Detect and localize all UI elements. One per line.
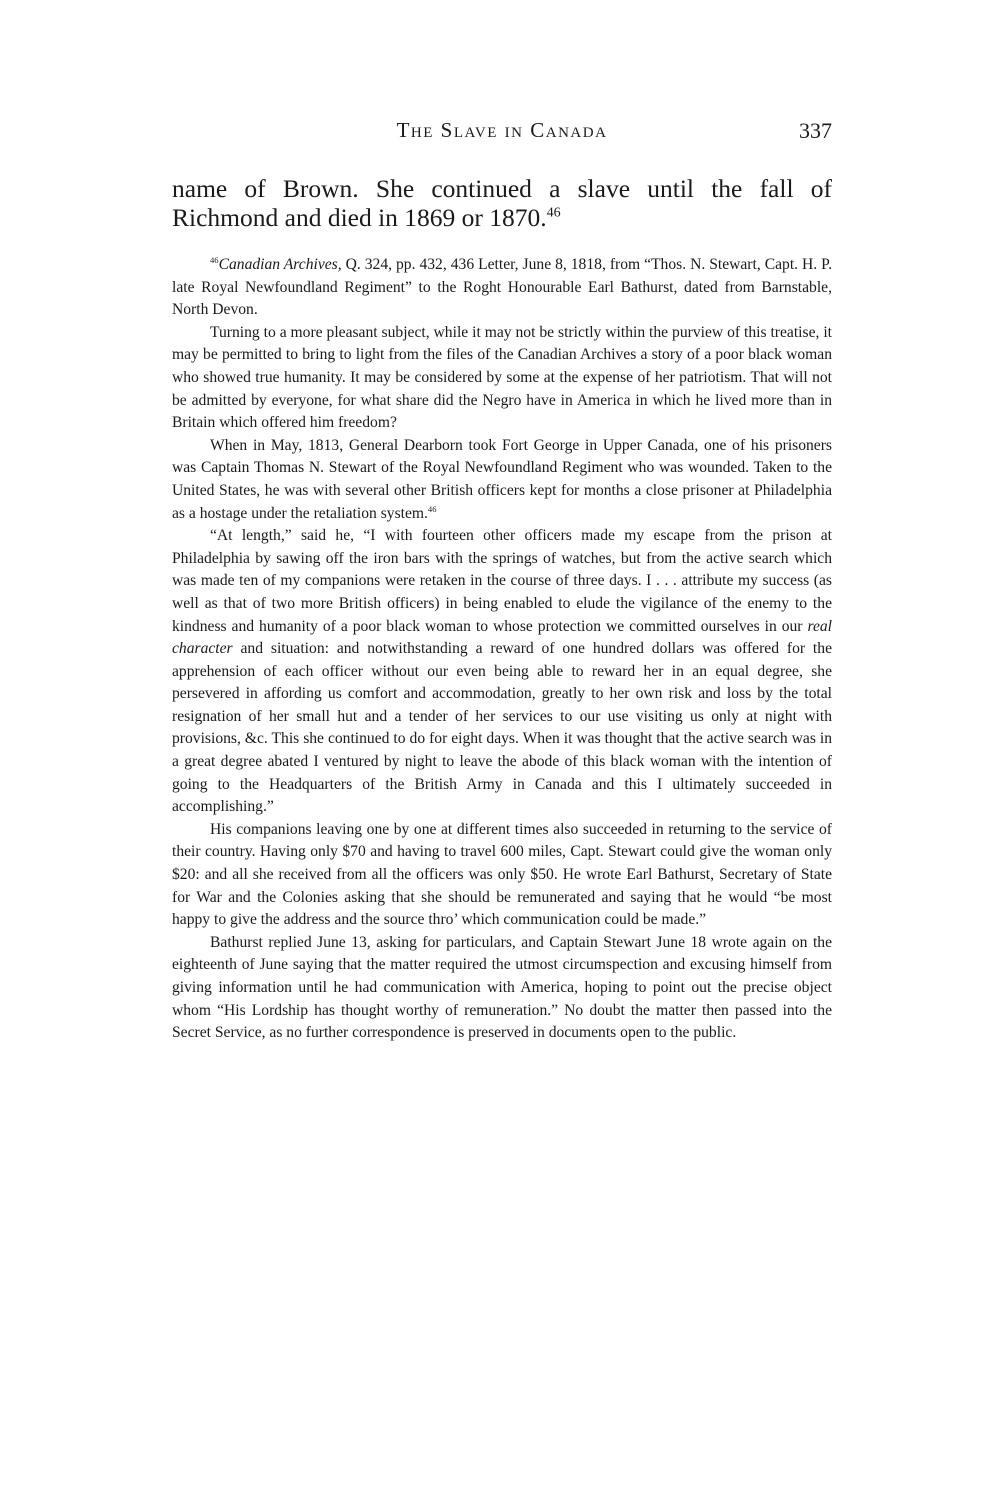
paragraph-1: Turning to a more pleasant subject, while it may not be strictly within the purview of this treatise, it may be permitted to bring to light from the files of the Canadian Archives a story of a poor black woman who showed true humanity. It may be considered by some at the expense of her patriotism. That will not be admitted by everyone, for what share did the Negro have in America in which he lived more than in Britain which offered him freedom?: [172, 323, 832, 432]
page-number: 337: [799, 118, 832, 143]
footnote-text: Q. 324, pp. 432, 436 Letter, June 8, 1818, from “Thos. N. Stewart, Capt. H. P. late Royal Newfoundland Regiment” to the Roght Honourable Earl Bathurst, dated from Barnstable, North Devon.: [172, 256, 832, 319]
footnote-source: Canadian Archives,: [218, 256, 342, 273]
footnote-reference-2: 46: [427, 503, 437, 514]
continued-paragraph-text: name of Brown. She continued a slave until the fall of Richmond and died in 1869 or 1870.: [172, 174, 832, 232]
footnote: [172, 254, 832, 322]
paragraph-3-quote: [172, 525, 832, 819]
running-head: [172, 110, 832, 150]
paragraph-3-text-start: “At length,” said he, “I with fourteen other officers made my escape from the prison at Philadelphia by sawing off the iron bars with the springs of watches, but from the active search which was made ten of my companions were retaken in the course of three days. I . . . attribute my success (as well as that of two more British officers) in being enabled to elude the vigilance of the enemy to the kindness and humanity of a poor black woman to whose protection we committed ourselves in our: [172, 527, 832, 635]
running-title: The Slave in Canada: [396, 118, 608, 142]
paragraph-4: His companions leaving one by one at different times also succeeded in returning to the service of their country. Having only $70 and having to travel 600 miles, Capt. Stewart could give the woman only $20: and all she received from all the officers was only $50. He wrote Earl Bathurst, Secretary of State for War and the Colonies asking that she should be remunerated and saying that he would “be most happy to give the address and the source thro’ which communication could be made.”: [172, 820, 832, 929]
continued-paragraph: [172, 174, 832, 232]
footnote-reference: 46: [546, 205, 561, 221]
paragraph-5: Bathurst replied June 13, asking for particulars, and Captain Stewart June 18 wrote again on the eighteenth of June saying that the matter required the utmost circumspection and excusing himself from giving information until he had communication with America, hoping to point out the precise object whom “His Lordship has thought worthy of remuneration.” No doubt the matter then passed into the Secret Service, as no further correspondence is preserved in documents open to the public.: [172, 933, 832, 1042]
paragraph-2-text: When in May, 1813, General Dearborn took Fort George in Upper Canada, one of his prisoners was Captain Thomas N. Stewart of the Royal Newfoundland Regiment who was wounded. Taken to the United States, he was with several other British officers kept for months a close prisoner at Philadelphia as a hostage under the retaliation system.: [172, 436, 832, 522]
paragraph-3-emphasis: real character: [172, 617, 832, 658]
paragraph-2: [172, 435, 832, 525]
book-page: [172, 110, 832, 1045]
text-body: [172, 254, 832, 1045]
paragraph-3-text-end: and situation: and notwithstanding a reward of one hundred dollars was offered for the apprehension of each officer without our even being able to reward her in an equal degree, she persevered in affording us comfort and accommodation, greatly to her own risk and loss by the total resignation of her small hut and a tender of her services to our use visiting us only at night with provisions, &c. This she continued to do for eight days. When it was thought that the active search was in a great degree abated I ventured by night to leave the abode of this black woman with the intention of going to the Headquarters of the British Army in Canada and this I ultimately succeeded in accomplishing.”: [172, 640, 832, 816]
footnote-marker: 46: [210, 254, 219, 265]
